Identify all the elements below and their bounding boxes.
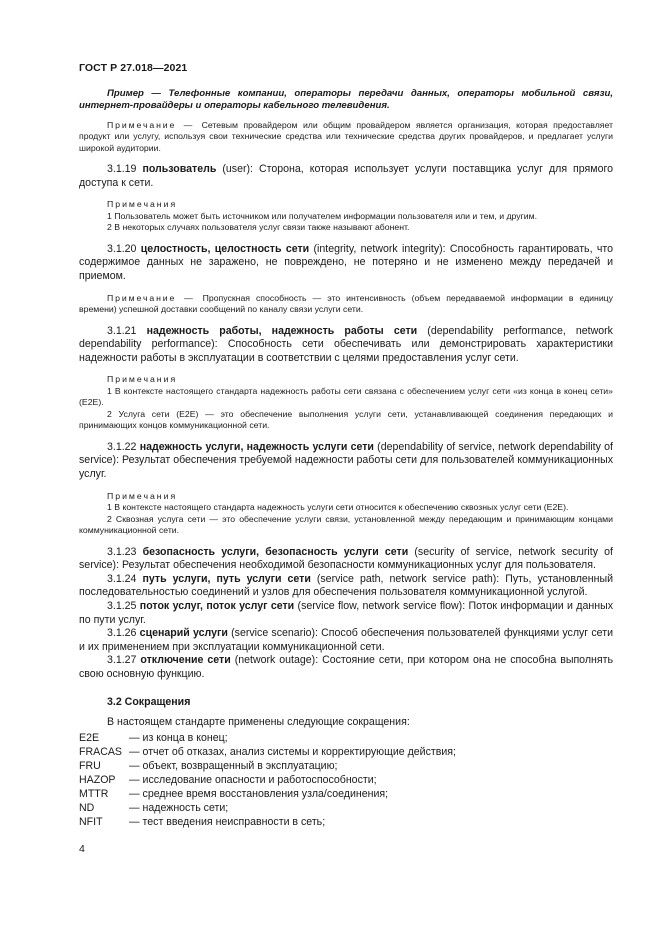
abbreviation-code: FRACAS bbox=[79, 746, 122, 759]
term: целостность, целостность сети bbox=[140, 242, 310, 255]
note-text: Сетевым провайдером или общим провайдером является организация, которая предоставляет продукт или услугу, используя свои технические средства или технические средства других провайдеров, и предлагает услуги широкой аудитории. bbox=[79, 119, 614, 153]
abbreviation-description: — среднее время восстановления узла/соединения; bbox=[129, 788, 389, 801]
abbreviation-code: FRU bbox=[79, 760, 101, 773]
abbreviation-row bbox=[79, 787, 456, 801]
abbreviation-row bbox=[79, 773, 456, 787]
section-title: 3.2 Сокращения bbox=[107, 695, 191, 708]
abbreviation-row bbox=[79, 801, 456, 815]
definition-3-1-26: 3.1.26 сценарий услуги (service scenario): Способ обеспечения пользователей функциями услуг сети и их применением при эксплуатации коммуникационной сети. bbox=[79, 627, 613, 653]
term: путь услуги, путь услуги сети bbox=[142, 572, 311, 585]
abbreviation-row bbox=[79, 815, 456, 829]
abbreviation-row bbox=[79, 745, 456, 759]
note-item: 1 Пользователь может быть источником или получателем информации пользователя или и тем, и другим. bbox=[107, 210, 538, 221]
page-number: 4 bbox=[79, 843, 85, 855]
abbreviation-description: — тест введения неисправности в сеть; bbox=[129, 816, 326, 829]
note-item: 2 Сквозная услуга сети — это обеспечение услуги связи, установленной между передающим и принимающим концами коммуникационной сети. bbox=[79, 513, 613, 536]
section-intro: В настоящем стандарте применены следующие сокращения: bbox=[107, 715, 410, 728]
abbreviation-code: E2E bbox=[79, 732, 100, 745]
definition-3-1-27: 3.1.27 отключение сети (network outage): Состояние сети, при котором она не способна выполнять свою основную функцию. bbox=[79, 654, 613, 680]
notes-heading: Примечания bbox=[107, 490, 178, 501]
note-item: 2 Услуга сети (E2E) — это обеспечение выполнения услуги сети, устанавливающей соединения передающих и принимающих концов коммуникационной сети. bbox=[79, 408, 613, 431]
definition-3-1-19: 3.1.19 пользователь (user): Сторона, которая использует услуги поставщика услуг для прямого доступа к сети. bbox=[79, 163, 613, 189]
term: пользователь bbox=[142, 163, 217, 176]
abbreviation-description: — надежность сети; bbox=[129, 802, 229, 815]
note-item: 1 В контексте настоящего стандарта надежность работы сети связана с обеспечением услуг сети «из конца в конец сети» (E2E). bbox=[79, 385, 613, 408]
notes-heading: Примечания bbox=[107, 199, 178, 210]
abbreviation-row bbox=[79, 731, 456, 745]
abbreviation-description: — исследование опасности и работоспособности; bbox=[129, 774, 377, 787]
definition-3-1-22: 3.1.22 надежность услуги, надежность услуги сети (dependability of service, network dependability of service): Результат обеспечения требуемой надежности работы сети для пользователей коммуникационных услуг. bbox=[79, 440, 613, 481]
note-label: Примечание — bbox=[107, 292, 203, 303]
abbreviation-code: MTTR bbox=[79, 788, 109, 801]
definition-3-1-23: 3.1.23 безопасность услуги, безопасность услуги сети (security of service, network security of service): Результат обеспечения необходимой безопасности коммуникационных услуг для пользователя. bbox=[79, 545, 613, 572]
notes-heading: Примечания bbox=[107, 374, 178, 385]
note-provider bbox=[79, 120, 613, 155]
example-text: Телефонные компании, операторы передачи данных, операторы мобильной связи, интернет-провайдеры и операторы кабельного телевидения. bbox=[79, 88, 613, 112]
abbreviation-description: — из конца в конец; bbox=[129, 732, 228, 745]
term: отключение сети bbox=[140, 654, 231, 667]
note-item: 1 В контексте настоящего стандарта надежность услуги сети относится к обеспечению сквозных услуг сети (E2E). bbox=[107, 502, 569, 513]
definition-3-1-21: 3.1.21 надежность работы, надежность работы сети (dependability performance, network dependability performance): Способность сети обеспечивать или демонстрировать характеристики надежности работы в эксплуатации в соответствии с целями предоставления услуг сети. bbox=[79, 324, 613, 364]
term: поток услуг, поток услуг сети bbox=[139, 600, 295, 612]
term: надежность услуги, надежность услуги сети bbox=[139, 440, 374, 453]
abbreviation-row bbox=[79, 759, 456, 773]
abbreviation-code: HAZOP bbox=[79, 774, 116, 787]
abbreviation-code: ND bbox=[79, 802, 95, 815]
standard-header: ГОСТ Р 27.018—2021 bbox=[79, 62, 188, 74]
note-item: 2 В некоторых случаях пользователя услуг связи также называют абонент. bbox=[107, 222, 410, 233]
example-label: Пример — bbox=[107, 88, 162, 99]
abbreviation-description: — отчет об отказах, анализ системы и корректирующие действия; bbox=[129, 746, 456, 759]
note-label: Примечание — bbox=[107, 119, 202, 130]
term: безопасность услуги, безопасность услуги сети bbox=[142, 545, 409, 558]
abbreviation-code: NFIT bbox=[79, 816, 103, 829]
definition-3-1-25: 3.1.25 поток услуг, поток услуг сети (service flow, network service flow): Поток информации и данных по пути услуг. bbox=[79, 600, 613, 626]
definition-3-1-24: 3.1.24 путь услуги, путь услуги сети (service path, network service path): Путь, установленный последовательностью соединений и узлов для обеспечения пользователя коммуникационной услугой. bbox=[79, 572, 614, 599]
term: надежность работы, надежность работы сети bbox=[146, 324, 418, 337]
abbreviation-description: — объект, возвращенный в эксплуатацию; bbox=[129, 760, 338, 773]
page-content bbox=[79, 88, 613, 829]
definition-3-1-20: 3.1.20 целостность, целостность сети (integrity, network integrity): Способность гарантировать, что содержимое данных не заражено, не повреждено, не потеряно и не изменено между передачей и приемом. bbox=[79, 242, 613, 282]
note-throughput: Примечание — Пропускная способность — это интенсивность (объем передаваемой информации в единицу времени) успешной доставки сообщений по каналу связи услуги сети. bbox=[79, 292, 613, 315]
example-paragraph bbox=[79, 88, 613, 113]
abbreviations-list bbox=[79, 731, 456, 829]
term: сценарий услуги bbox=[139, 627, 228, 640]
